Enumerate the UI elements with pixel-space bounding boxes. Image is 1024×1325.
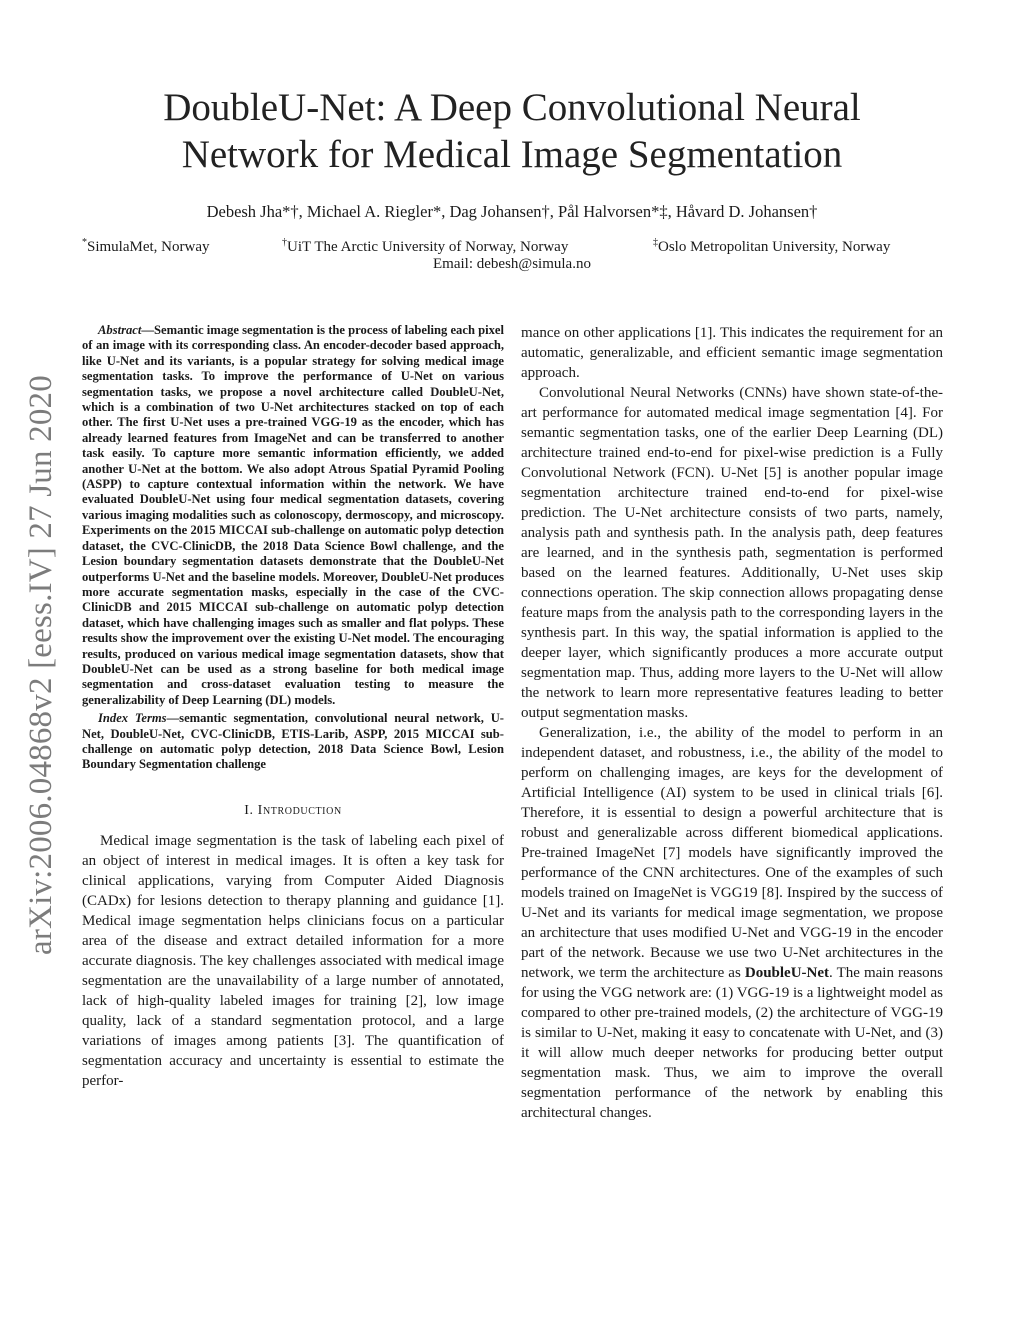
paper-title (0, 84, 1024, 178)
abstract (82, 323, 504, 708)
intro-paragraph-3 (521, 723, 943, 1123)
affiliation-name: SimulaMet, Norway (87, 239, 210, 255)
paragraph-3-bold-term: DoubleU-Net (744, 965, 830, 981)
section-heading-introduction: I. Introduction (244, 802, 342, 818)
affiliation-name: UiT The Arctic University of Norway, Norway (287, 239, 569, 255)
affiliation-simulamet (82, 234, 209, 256)
title-line-1: DoubleU-Net: A Deep Convolutional Neural (163, 86, 861, 129)
affiliation-mark: † (282, 237, 287, 248)
intro-paragraph-2: Convolutional Neural Networks (CNNs) have shown state-of-the-art performance for automated medical image segmentation [4]. For semantic segmentation tasks, one of the earlier Deep Learning (DL) architecture trained end-to-end for pixel-wise prediction is a Fully Convolutional Network (FCN). U-Net [5] is another popular image segmentation architecture trained end-to-end for pixel-wise prediction. The U-Net architecture consists of two parts, namely, analysis path and synthesis path. In the analysis path, deep features are learned, and in the synthesis path, segmentation is performed based on the learned features. Additionally, U-Net uses skip connections operation. The skip connection allows propagating dense feature maps from the analysis path to the corresponding layers in the synthesis part. In this way, the spatial information is applied to the deeper layer, which significantly produces a more accurate output segmentation map. Thus, adding more layers to the U-Net will allow the network to learn more representative features leading to better output segmentation masks. (521, 385, 943, 721)
affiliation-mark: * (82, 237, 87, 248)
intro-paragraph-1: Medical image segmentation is the task of labeling each pixel of an object of interest in medical images. It is often a key task for clinical applications, varying from Computer Aided Diagnosis (CADx) for lesions detection to therapy planning and guidance [1]. Medical image segmentation helps clinicians focus on a particular area of the disease and extract detailed information for a more accurate diagnosis. The key challenges associated with medical image segmentation are the unavailability of a large number of annotated, lack of high-quality labeled images for training [2], low image quality, lack of a standard segmentation protocol, and a large variations of images among patients [3]. The quantification of segmentation accuracy and uncertainty is essential to estimate the perfor- (82, 832, 504, 1089)
index-terms-text: —semantic segmentation, convolutional neural network, U-Net, DoubleU-Net, CVC-ClinicDB, ETIS-Larib, ASPP, 2015 MICCAI sub-challenge on automatic polyp detection, 2018 Data Science Bowl, Lesion Boundary Segmentation challenge (82, 711, 504, 772)
paragraph-3-text-end: . The main reasons for using the VGG network are: (1) VGG-19 is a lightweight model as compared to other pre-trained models, (2) the architecture of VGG-19 is similar to U-Net, making it easy to concatenate with U-Net, and (3) it will allow much deeper networks for producing better output segmentation mask. Thus, we aim to improve the overall segmentation performance of the network by enabling this architectural changes. (521, 965, 944, 1121)
author-list: Debesh Jha*†, Michael A. Riegler*, Dag Johansen†, Pål Halvorsen*‡, Håvard D. Johansen† (206, 202, 818, 221)
abstract-lead: Abstract (98, 323, 142, 337)
affiliation-mark: ‡ (653, 237, 658, 248)
contact-email: Email: debesh@simula.no (433, 256, 591, 272)
affiliation-name: Oslo Metropolitan University, Norway (658, 239, 891, 255)
left-column (82, 323, 504, 1091)
right-column (521, 323, 943, 1123)
paragraph-3-text: Generalization, i.e., the ability of the model to perform in an independent dataset, and robustness, i.e., the ability of the model to perform on challenging images, are keys for the development of Artificial Intelligence (AI) system to be used in clinical trials [6]. Therefore, it is essential to design a powerful architecture that is robust and generalizable across different biomedical applications. Pre-trained ImageNet [7] models have significantly improved the performance of the CNN architectures. One of the examples of such models trained on ImageNet is VGG19 [8]. Inspired by the success of U-Net and its variants for medical image segmentation, we propose an architecture that uses modified U-Net and VGG-19 in the encoder part of the network. Because we use two U-Net architectures in the network, we term the architecture as (521, 725, 943, 981)
title-line-2: Network for Medical Image Segmentation (181, 133, 843, 176)
affiliation-uit (282, 234, 568, 256)
arxiv-identifier: arXiv:2006.04868v2 [eess.IV] 27 Jun 2020 (23, 375, 59, 955)
index-terms (82, 711, 504, 773)
index-terms-lead: Index Terms (98, 711, 167, 726)
intro-paragraph-1-continued: mance on other applications [1]. This indicates the requirement for an automatic, generalizable, and efficient semantic image segmentation approach. (521, 325, 943, 381)
abstract-text: —Semantic image segmentation is the process of labeling each pixel of an image with its corresponding class. An encoder-decoder based approach, like U-Net and its variants, is a popular strategy for solving medical image segmentation tasks. To improve the performance of U-Net on various segmentation tasks, we propose a novel architecture called DoubleU-Net, which is a combination of two U-Net architectures stacked on top of each other. The first U-Net uses a pre-trained VGG-19 as the encoder, which has already learned features from ImageNet and can be transferred to another task easily. To capture more semantic information efficiently, we added another U-Net at the bottom. We also adopt Atrous Spatial Pyramid Pooling (ASPP) to capture contextual information within the network. We have evaluated DoubleU-Net using four medical segmentation datasets, covering various imaging modalities such as colonoscopy, dermoscopy, and microscopy. Experiments on the 2015 MICCAI sub-challenge on automatic polyp detection dataset, the CVC-ClinicDB, the 2018 Data Science Bowl challenge, and the Lesion boundary segmentation datasets demonstrate that the DoubleU-Net outperforms U-Net and the baseline models. Moreover, DoubleU-Net produces more accurate segmentation masks, especially in the case of the CVC-ClinicDB and 2015 MICCAI sub-challenge on automatic polyp detection dataset, which have challenging images such as smaller and flat polyps. These results show the improvement over the existing U-Net model. The encouraging results, produced on various medical image segmentation datasets, show that DoubleU-Net can be used as a strong baseline for both medical image segmentation and cross-dataset evaluation testing to measure the generalizability of Deep Learning (DL) models. (82, 323, 504, 707)
affiliation-oslomet (653, 234, 890, 256)
